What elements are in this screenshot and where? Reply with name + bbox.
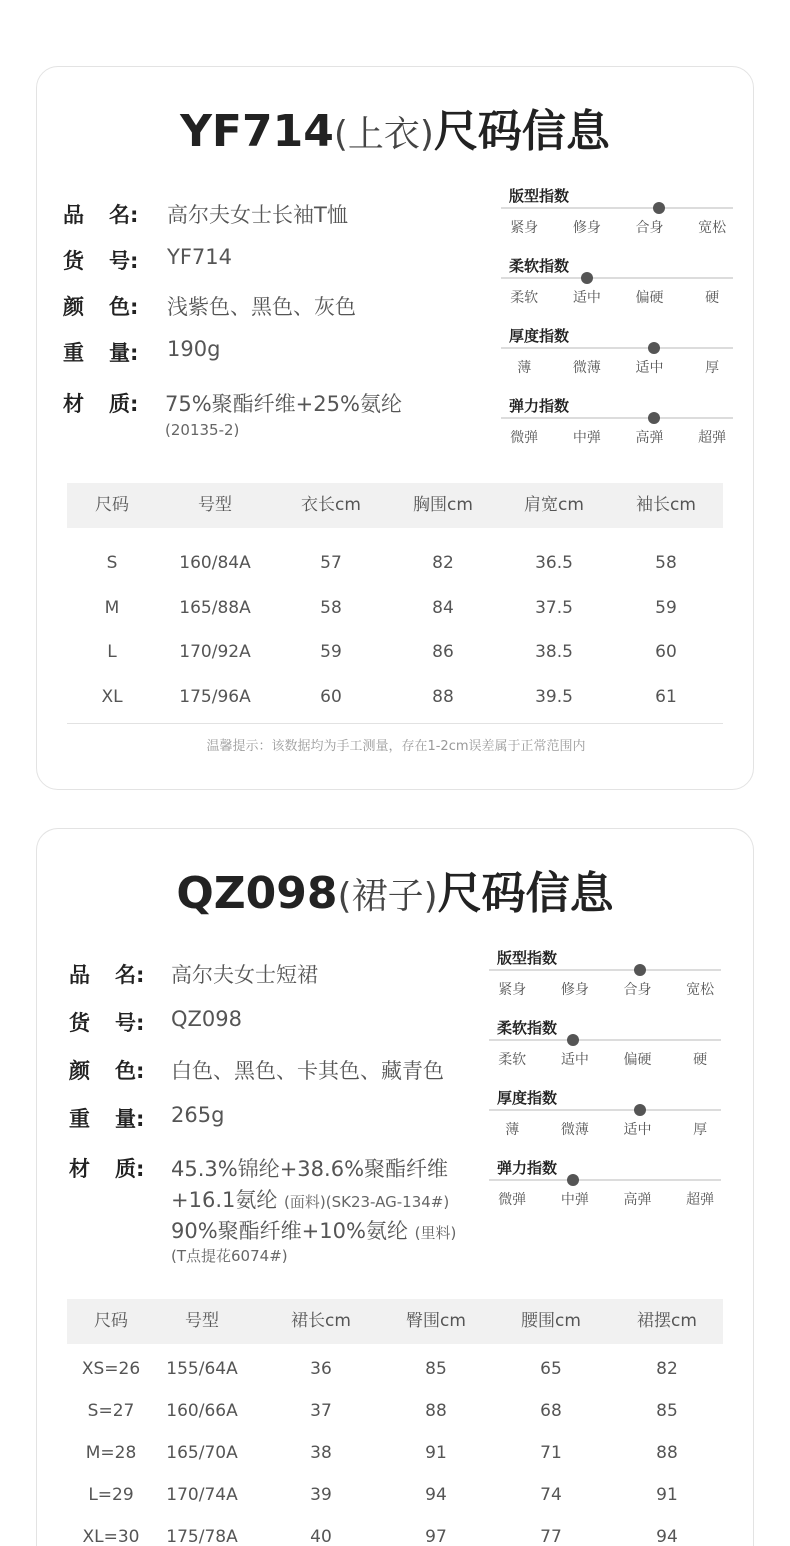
material-note: (T点提花6074#) xyxy=(171,1247,288,1265)
index-option: 柔软 xyxy=(510,290,539,306)
size-table xyxy=(67,483,723,723)
index-option: 微弹 xyxy=(498,1192,527,1208)
index-option: 微弹 xyxy=(510,430,539,446)
table-cell: 36 xyxy=(310,1359,332,1379)
column-header: 臀围cm xyxy=(406,1311,466,1331)
table-cell: 59 xyxy=(320,642,342,662)
index-item xyxy=(501,255,733,317)
product-type-title: (上衣) xyxy=(333,114,434,155)
index-marker-dot xyxy=(648,412,660,424)
table-cell: 60 xyxy=(655,642,677,662)
index-option: 超弹 xyxy=(698,430,727,446)
column-header: 肩宽cm xyxy=(524,495,584,515)
table-row xyxy=(67,553,723,577)
info-label: 品 名: xyxy=(63,203,139,227)
table-cell: 82 xyxy=(432,553,454,573)
table-cell: 38 xyxy=(310,1443,332,1463)
index-marker-dot xyxy=(634,1104,646,1116)
info-value: 高尔夫女士长袖T恤 xyxy=(167,203,348,227)
table-cell: 39 xyxy=(310,1485,332,1505)
index-track xyxy=(501,347,733,349)
info-label: 重 量: xyxy=(69,1107,145,1131)
info-label: 材 质: xyxy=(63,392,139,416)
table-header xyxy=(67,1299,723,1344)
table-cell: 74 xyxy=(540,1485,562,1505)
index-item xyxy=(489,1157,721,1219)
index-track xyxy=(501,417,733,419)
index-marker-dot xyxy=(567,1174,579,1186)
index-title: 弹力指数 xyxy=(497,1159,558,1177)
table-cell: 94 xyxy=(656,1527,678,1546)
index-title: 厚度指数 xyxy=(509,327,570,345)
table-cell: 160/66A xyxy=(166,1401,238,1421)
index-track xyxy=(489,1179,721,1181)
table-header xyxy=(67,483,723,528)
material-line xyxy=(171,1215,456,1245)
index-option: 适中 xyxy=(572,290,601,306)
table-row xyxy=(67,642,723,666)
size-info-title: 尺码信息 xyxy=(437,868,614,919)
size-card-qz098 xyxy=(36,828,754,1546)
index-item xyxy=(489,1087,721,1149)
index-option: 超弹 xyxy=(686,1192,715,1208)
index-item xyxy=(489,947,721,1009)
column-header: 号型 xyxy=(185,1311,219,1331)
index-option: 适中 xyxy=(623,1122,652,1138)
table-cell: L=29 xyxy=(88,1485,134,1505)
index-option: 中弹 xyxy=(572,430,601,446)
measurement-tip: 温馨提示：该数据均为手工测量，存在1-2cm误差属于正常范围内 xyxy=(206,739,586,754)
table-cell: 170/92A xyxy=(179,642,251,662)
index-option: 厚 xyxy=(705,360,720,376)
index-option: 高弹 xyxy=(635,430,664,446)
table-row xyxy=(67,1443,723,1467)
table-cell: 170/74A xyxy=(166,1485,238,1505)
table-cell: 58 xyxy=(655,553,677,573)
index-title: 版型指数 xyxy=(509,187,570,205)
size-card-yf714 xyxy=(36,66,754,790)
index-option: 合身 xyxy=(623,982,652,998)
table-cell: 84 xyxy=(432,597,454,618)
index-option: 偏硬 xyxy=(623,1052,652,1068)
table-cell: M=28 xyxy=(85,1443,137,1463)
table-cell: 155/64A xyxy=(166,1359,238,1379)
index-option: 宽松 xyxy=(686,982,715,998)
column-header: 尺码 xyxy=(94,1311,128,1331)
index-option: 修身 xyxy=(560,982,589,998)
index-option: 硬 xyxy=(705,290,720,306)
table-cell: 71 xyxy=(540,1443,562,1463)
index-option: 微薄 xyxy=(572,360,601,376)
index-title: 柔软指数 xyxy=(509,257,570,275)
table-cell: 175/78A xyxy=(166,1527,238,1546)
index-marker-dot xyxy=(581,272,593,284)
info-value: QZ098 xyxy=(171,1007,242,1031)
table-cell: 59 xyxy=(655,597,677,618)
table-cell: 40 xyxy=(310,1527,332,1546)
index-option: 微薄 xyxy=(560,1122,589,1138)
index-title: 版型指数 xyxy=(497,949,558,967)
column-header: 衣长cm xyxy=(301,495,361,515)
table-cell: 91 xyxy=(656,1485,678,1505)
table-bottom-rule xyxy=(67,723,723,724)
index-item xyxy=(489,1017,721,1079)
index-option: 中弹 xyxy=(560,1192,589,1208)
index-option: 合身 xyxy=(635,220,664,236)
table-cell: 88 xyxy=(425,1401,447,1421)
info-value: 265g xyxy=(171,1103,225,1127)
product-code-title: YF714 xyxy=(180,106,334,157)
index-option: 适中 xyxy=(560,1052,589,1068)
index-track xyxy=(489,1039,721,1041)
table-cell: L xyxy=(107,642,117,662)
table-cell: 68 xyxy=(540,1401,562,1421)
table-cell: XL=30 xyxy=(82,1527,140,1546)
material-line-main: +16.1氨纶 xyxy=(171,1188,278,1212)
index-title: 厚度指数 xyxy=(497,1089,558,1107)
index-option: 硬 xyxy=(693,1052,708,1068)
info-label: 材 质: xyxy=(69,1157,145,1181)
table-cell: 39.5 xyxy=(535,686,573,707)
column-header: 腰围cm xyxy=(521,1311,581,1331)
index-marker-dot xyxy=(653,202,665,214)
material-line xyxy=(171,1184,449,1214)
index-option: 宽松 xyxy=(698,220,727,236)
column-header: 号型 xyxy=(198,495,232,515)
table-cell: 165/70A xyxy=(166,1443,238,1463)
info-value: 浅紫色、黑色、灰色 xyxy=(167,295,356,319)
table-cell: 88 xyxy=(656,1443,678,1463)
index-track xyxy=(489,1109,721,1111)
size-info-title: 尺码信息 xyxy=(433,106,610,157)
size-table xyxy=(67,1299,723,1546)
table-cell: 57 xyxy=(320,553,342,573)
table-cell: 38.5 xyxy=(535,642,573,662)
info-value: 190g xyxy=(167,337,221,361)
table-cell: S xyxy=(106,553,118,573)
index-option: 紧身 xyxy=(498,982,527,998)
card-title xyxy=(37,857,753,921)
column-header: 裙摆cm xyxy=(637,1311,697,1331)
info-label: 货 号: xyxy=(69,1011,145,1035)
table-cell: 97 xyxy=(425,1527,447,1546)
material-line-main: 90%聚酯纤维+10%氨纶 xyxy=(171,1219,408,1243)
table-row xyxy=(67,1401,723,1425)
index-track xyxy=(501,277,733,279)
index-item xyxy=(501,185,733,247)
material-line-note: (里料) xyxy=(414,1224,457,1242)
index-marker-dot xyxy=(648,342,660,354)
index-title: 弹力指数 xyxy=(509,397,570,415)
table-cell: XL xyxy=(101,686,123,707)
index-option: 适中 xyxy=(635,360,664,376)
index-option: 薄 xyxy=(517,360,532,376)
table-cell: 60 xyxy=(320,686,342,707)
table-cell: 37 xyxy=(310,1401,332,1421)
table-cell: 65 xyxy=(540,1359,562,1379)
column-header: 胸围cm xyxy=(413,495,473,515)
info-label: 重 量: xyxy=(63,341,139,365)
table-cell: 91 xyxy=(425,1443,447,1463)
index-option: 偏硬 xyxy=(635,290,664,306)
table-cell: XS=26 xyxy=(81,1359,141,1379)
table-cell: 61 xyxy=(655,686,677,707)
table-row xyxy=(67,1485,723,1509)
material-line-note: (面料)(SK23-AG-134#) xyxy=(284,1193,450,1211)
table-cell: 82 xyxy=(656,1359,678,1379)
table-cell: 85 xyxy=(425,1359,447,1379)
index-track xyxy=(501,207,733,209)
info-label: 品 名: xyxy=(69,963,145,987)
info-label: 颜 色: xyxy=(69,1059,145,1083)
index-marker-dot xyxy=(567,1034,579,1046)
index-track xyxy=(489,969,721,971)
info-value: 45.3%锦纶+38.6%聚酯纤维 xyxy=(171,1157,449,1181)
index-item xyxy=(501,325,733,387)
table-cell: 160/84A xyxy=(179,553,251,573)
index-option: 薄 xyxy=(505,1122,520,1138)
column-header: 裙长cm xyxy=(291,1311,351,1331)
table-cell: 94 xyxy=(425,1485,447,1505)
table-row xyxy=(67,1527,723,1546)
table-row xyxy=(67,598,723,622)
info-value: 75%聚酯纤维+25%氨纶 xyxy=(165,392,402,416)
info-value: 高尔夫女士短裙 xyxy=(171,963,318,987)
material-note: (20135-2) xyxy=(165,421,240,439)
index-option: 柔软 xyxy=(498,1052,527,1068)
table-cell: 77 xyxy=(540,1527,562,1546)
info-label: 货 号: xyxy=(63,249,139,273)
info-value: YF714 xyxy=(167,245,232,269)
info-value: 白色、黑色、卡其色、藏青色 xyxy=(171,1059,444,1083)
table-cell: 175/96A xyxy=(179,686,251,707)
table-cell: 86 xyxy=(432,642,454,662)
index-item xyxy=(501,395,733,457)
index-option: 高弹 xyxy=(623,1192,652,1208)
table-cell: 165/88A xyxy=(179,597,251,618)
column-header: 尺码 xyxy=(95,495,129,515)
table-cell: M xyxy=(104,597,120,618)
index-option: 厚 xyxy=(693,1122,708,1138)
table-cell: 36.5 xyxy=(535,553,573,573)
table-row xyxy=(67,1359,723,1383)
index-title: 柔软指数 xyxy=(497,1019,558,1037)
info-label: 颜 色: xyxy=(63,295,139,319)
table-cell: 58 xyxy=(320,597,342,618)
table-row xyxy=(67,687,723,711)
product-type-title: (裙子) xyxy=(337,876,438,917)
table-cell: 85 xyxy=(656,1401,678,1421)
index-option: 修身 xyxy=(572,220,601,236)
table-cell: S=27 xyxy=(87,1401,135,1421)
column-header: 袖长cm xyxy=(636,495,696,515)
index-marker-dot xyxy=(634,964,646,976)
table-cell: 88 xyxy=(432,686,454,707)
index-option: 紧身 xyxy=(510,220,539,236)
card-title xyxy=(37,95,753,159)
product-code-title: QZ098 xyxy=(176,868,338,919)
table-cell: 37.5 xyxy=(535,597,573,618)
